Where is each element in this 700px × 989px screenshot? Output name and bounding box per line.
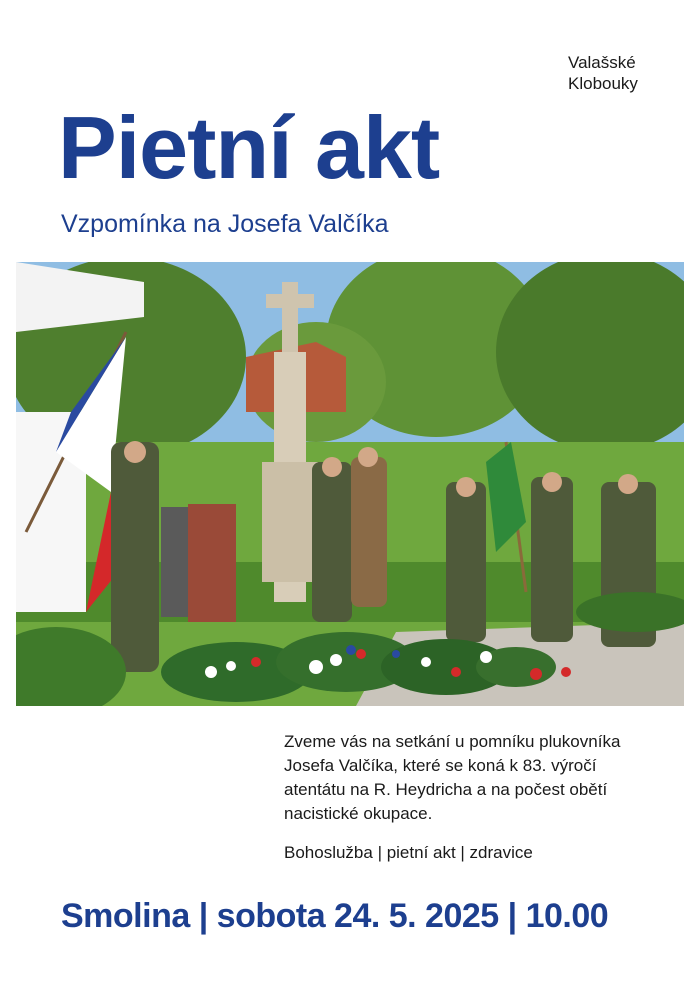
logo-line-2: Klobouky xyxy=(568,74,638,93)
ceremony-photo xyxy=(16,262,684,706)
subtitle: Vzpomínka na Josefa Valčíka xyxy=(61,210,389,238)
page-title: Pietní akt xyxy=(58,98,440,197)
town-logo xyxy=(568,52,638,94)
logo-line-1: Valašské xyxy=(568,53,636,72)
event-details: Smolina | sobota 24. 5. 2025 | 10.00 xyxy=(61,897,609,935)
program-line: Bohoslužba | pietní akt | zdravice xyxy=(284,843,533,862)
invitation-text: Zveme vás na setkání u pomníku plukovníka Josefa Valčíka, které se koná k 83. výročí atentátu na R. Heydricha a na počest obětí nacistické okupace. xyxy=(284,732,621,823)
